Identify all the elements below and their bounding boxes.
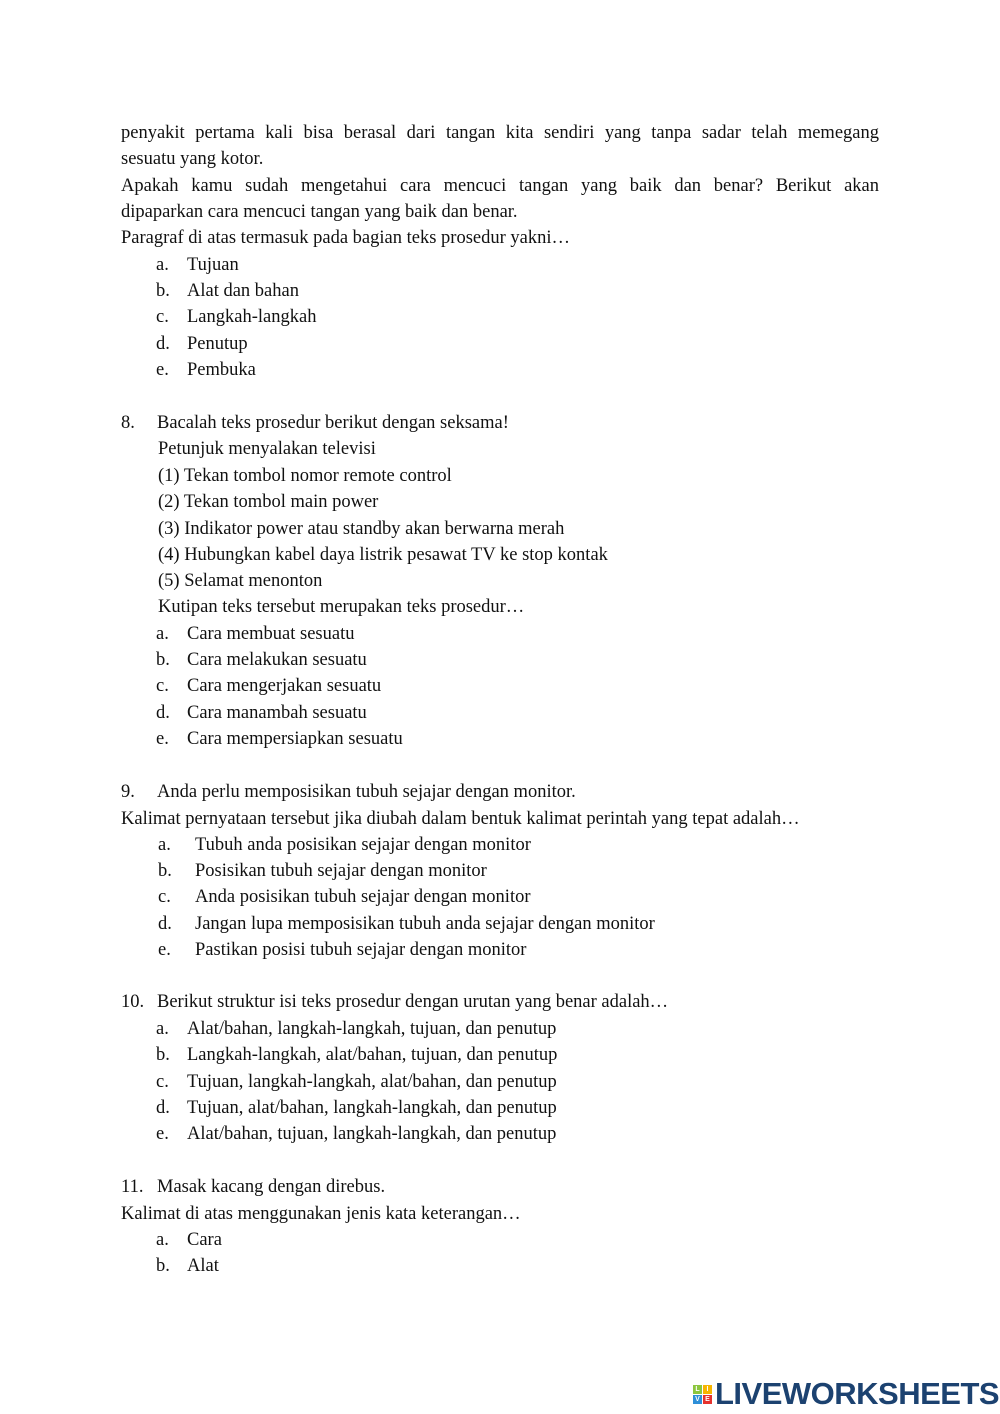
option-letter: b. — [156, 1045, 170, 1065]
option-letter: b. — [156, 1256, 170, 1276]
option-letter: e. — [156, 360, 169, 380]
question-number: 11. — [121, 1177, 144, 1197]
question-text: Bacalah teks prosedur berikut dengan seksama! — [157, 413, 509, 433]
option-letter: a. — [156, 1019, 169, 1039]
paragraph-line: sesuatu yang kotor. — [121, 149, 264, 169]
question-number: 8. — [121, 413, 135, 433]
option-text: Posisikan tubuh sejajar dengan monitor — [195, 861, 487, 881]
option-letter: c. — [156, 676, 169, 696]
question-text: Anda perlu memposisikan tubuh sejajar dengan monitor. — [157, 782, 576, 802]
paragraph-line: Apakah kamu sudah mengetahui cara mencuci tangan yang baik dan benar? Berikut akan — [121, 176, 879, 196]
option-letter: d. — [156, 1098, 170, 1118]
procedure-line: (1) Tekan tombol nomor remote control — [158, 466, 452, 486]
logo-block: I — [703, 1385, 712, 1394]
option-letter: b. — [156, 650, 170, 670]
option-letter: e. — [158, 940, 171, 960]
option-text: Alat dan bahan — [187, 281, 299, 301]
option-text: Alat/bahan, tujuan, langkah-langkah, dan penutup — [187, 1124, 557, 1144]
option-text: Alat/bahan, langkah-langkah, tujuan, dan penutup — [187, 1019, 557, 1039]
logo-blocks-icon — [693, 1385, 712, 1404]
option-letter: d. — [156, 334, 170, 354]
option-text: Tujuan, alat/bahan, langkah-langkah, dan penutup — [187, 1098, 557, 1118]
paragraph-line: penyakit pertama kali bisa berasal dari tangan kita sendiri yang tanpa sadar telah memegang — [121, 123, 879, 143]
logo-block: L — [693, 1385, 702, 1394]
option-text: Anda posisikan tubuh sejajar dengan monitor — [195, 887, 531, 907]
option-text: Alat — [187, 1256, 219, 1276]
procedure-line: (4) Hubungkan kabel daya listrik pesawat TV ke stop kontak — [158, 545, 608, 565]
question-text: Paragraf di atas termasuk pada bagian teks prosedur yakni… — [121, 228, 570, 248]
option-letter: a. — [156, 255, 169, 275]
option-text: Cara mempersiapkan sesuatu — [187, 729, 403, 749]
option-letter: d. — [158, 914, 172, 934]
option-letter: c. — [158, 887, 171, 907]
option-letter: b. — [158, 861, 172, 881]
question-text: Masak kacang dengan direbus. — [157, 1177, 386, 1197]
option-text: Pembuka — [187, 360, 256, 380]
option-letter: d. — [156, 703, 170, 723]
question-text: Berikut struktur isi teks prosedur dengan urutan yang benar adalah… — [157, 992, 669, 1012]
option-text: Cara manambah sesuatu — [187, 703, 367, 723]
option-letter: c. — [156, 307, 169, 327]
option-text: Cara — [187, 1230, 222, 1250]
option-text: Cara mengerjakan sesuatu — [187, 676, 382, 696]
option-text: Jangan lupa memposisikan tubuh anda sejajar dengan monitor — [195, 914, 655, 934]
option-text: Cara melakukan sesuatu — [187, 650, 367, 670]
question-number: 9. — [121, 782, 135, 802]
option-letter: a. — [156, 624, 169, 644]
logo-block: V — [693, 1395, 702, 1404]
procedure-line: (2) Tekan tombol main power — [158, 492, 379, 512]
option-text: Langkah-langkah, alat/bahan, tujuan, dan penutup — [187, 1045, 558, 1065]
logo-text: LIVEWORKSHEETS — [715, 1376, 1000, 1411]
question-prompt: Kalimat di atas menggunakan jenis kata keterangan… — [121, 1204, 521, 1224]
question-prompt: Kalimat pernyataan tersebut jika diubah dalam bentuk kalimat perintah yang tepat adalah… — [121, 809, 800, 829]
option-text: Penutup — [187, 334, 248, 354]
option-text: Langkah-langkah — [187, 307, 317, 327]
option-letter: b. — [156, 281, 170, 301]
option-text: Tujuan — [187, 255, 239, 275]
question-number: 10. — [121, 992, 145, 1012]
option-text: Cara membuat sesuatu — [187, 624, 355, 644]
logo-block: E — [703, 1395, 712, 1404]
option-text: Tubuh anda posisikan sejajar dengan monitor — [195, 835, 531, 855]
procedure-line: Petunjuk menyalakan televisi — [158, 439, 376, 459]
option-letter: a. — [158, 835, 171, 855]
option-letter: e. — [156, 729, 169, 749]
option-text: Pastikan posisi tubuh sejajar dengan monitor — [195, 940, 527, 960]
liveworksheets-logo — [693, 1376, 999, 1412]
option-letter: c. — [156, 1072, 169, 1092]
option-text: Tujuan, langkah-langkah, alat/bahan, dan penutup — [187, 1072, 557, 1092]
procedure-line: Kutipan teks tersebut merupakan teks prosedur… — [158, 597, 525, 617]
procedure-line: (5) Selamat menonton — [158, 571, 323, 591]
paragraph-line: dipaparkan cara mencuci tangan yang baik dan benar. — [121, 202, 518, 222]
option-letter: a. — [156, 1230, 169, 1250]
procedure-line: (3) Indikator power atau standby akan berwarna merah — [158, 519, 565, 539]
option-letter: e. — [156, 1124, 169, 1144]
